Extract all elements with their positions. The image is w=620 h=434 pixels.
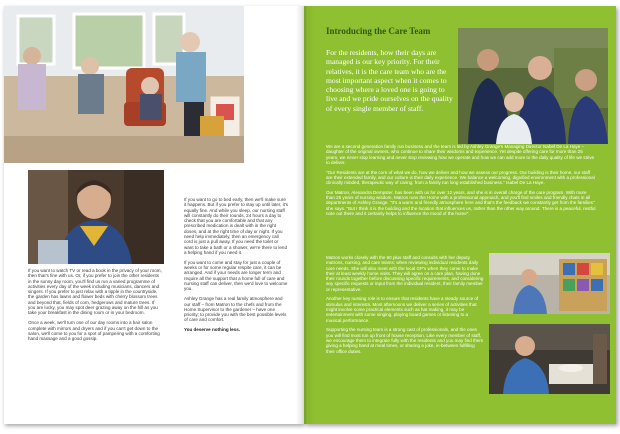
right-paragraph-1: We are a second generation family run business and the team is led by Ashley Grange's Managing Director Isabel De La Haye – daughter of the original owners, who continue to share their wisdoms and experience. Yet despite offering care for more than 25 years, we never stop learning and never stop reviewing how we operate and how we can add more to the daily quality of life we strive to deliver. [326, 144, 595, 165]
right-paragraph-3: Our Matron, Alexandra Dempster, has been with us for over 12 years, and she is in overall charge of the care program. With more than 25 years of nursing wisdom, Matron runs the Home with a professional approach, and you'll find smiles and friendly chats in all departments of Ashley Grange. "It's a warm and friendly atmosphere here and that's the feedback we constantly get from the families" she says. "But I think it is the building and the location that influences us, rather than the other way around. There is a peaceful, restful note out there and it certainly helps to influence the mood of the home". [326, 189, 596, 217]
lounge-photo [4, 6, 244, 163]
section-title: Introducing the Care Team [326, 26, 431, 36]
right-paragraph-4: Matron works closely with the 60 plus staff and consults with her deputy matrons, nursing, and care teams; when reviewing individual residents daily care needs. She will also meet with the local GP's when they come to make their at least weekly home visits. They will agree on a care plan, having done their rounds together before discussing specific requirements, and considering any specific requests or input from the individual resident, their family member or representative. [326, 255, 484, 292]
middle-paragraph-2: If you want to come and stay for just a couple of weeks or for some regular respite care, it can be arranged. And if your needs are longer term and require all the support that a home full of care and nursing staff can deliver, then we'd love to welcome you. [184, 259, 288, 292]
middle-paragraph-1: If you want to go to bed early, then we'll make sure it happens. But if you prefer to stay up until later, it's equally fine. And while you sleep, our nursing staff will constantly do their rounds, 24 hours a day to check that you are comfortable and that any prescribed medication is dealt with in the right doses, and at the right time of day or night. If you need help immediately, then an emergency call cord is just a pull away. If you need the toilet or want to take a bath or a shower, we're there to lend a helping hand if you need it. [184, 197, 288, 255]
page-gutter [296, 6, 314, 424]
left-text-column [28, 268, 162, 346]
activity-room-photo [489, 253, 610, 314]
left-paragraph-2: Once a week, we'll turn one of our day rooms into a hair salon complete with mirrors and dryers and if you can't get down to the salon, we'll come to you for a spot of pampering with a comforting hand massage and a good gossip. [28, 320, 160, 342]
right-narrow-column [326, 255, 484, 358]
care-team-photo [458, 28, 608, 144]
right-paragraph-5: Another key nursing role is to ensure that residents have a steady source of stimulus and interests. Most afternoons we deliver a series of activities that might involve some practical elements such as hat making, it may be entertainment with some singing, playing board games or listening to a musical performance. [326, 296, 479, 323]
resident-photo [28, 170, 164, 264]
right-wide-column [326, 144, 596, 221]
left-paragraph-1: If you want to watch TV or read a book in the privacy of your room, then that's fine with us. Or, if you prefer to join the other residents in the sunny day room, you'll find us run a varied programme of activities every day of the week including musicians, dancers and singers. If you prefer to just relax with a tipple in the countryside, the garden has lawns and flower beds with cherry blossom trees and beyond that, fields of corn, hedgerows and mature trees. If you are lucky, you may spot deer grazing away on the hill as you take your breakfast in the dining room or in your bedroom. [28, 268, 162, 316]
intro-quote: For the residents, how their days are managed is our key priority. For their relatives, it is the care team who are the most important aspect when it comes to choosing where a loved one is going to live and we pride ourselves on the quality of every single member of staff. [326, 48, 453, 113]
tagline: You deserve nothing less. [184, 327, 241, 333]
right-paragraph-6: Supporting the nursing team is a strong cast of professionals, and the ones you will find most run up front of house reception. Like every member of staff, we encourage them to integrate fully with the residents and you may find them giving a helping hand at meal times, or sharing a joke, in-between fulfilling their office duties. [326, 327, 484, 354]
right-paragraph-2: "Our Residents are at the core of what we do, how we deliver and how we assess our progress. Our building is their home, our staff are their extended family, and our culture is their daily experience. We balance a welcoming, dignified environment with a professional clinically minded, therapeutic way of caring, from a family run long established business." Isabel De La Haye. [326, 169, 595, 186]
middle-paragraph-3: Ashley Grange has a real family atmosphere and our staff – from Matron to the chefs and from the Home Supervisor to the gardener – have one priority; to provide you with the best possible levels of care and comfort. [184, 296, 287, 323]
middle-text-column [184, 197, 288, 337]
staff-photo [489, 324, 610, 394]
